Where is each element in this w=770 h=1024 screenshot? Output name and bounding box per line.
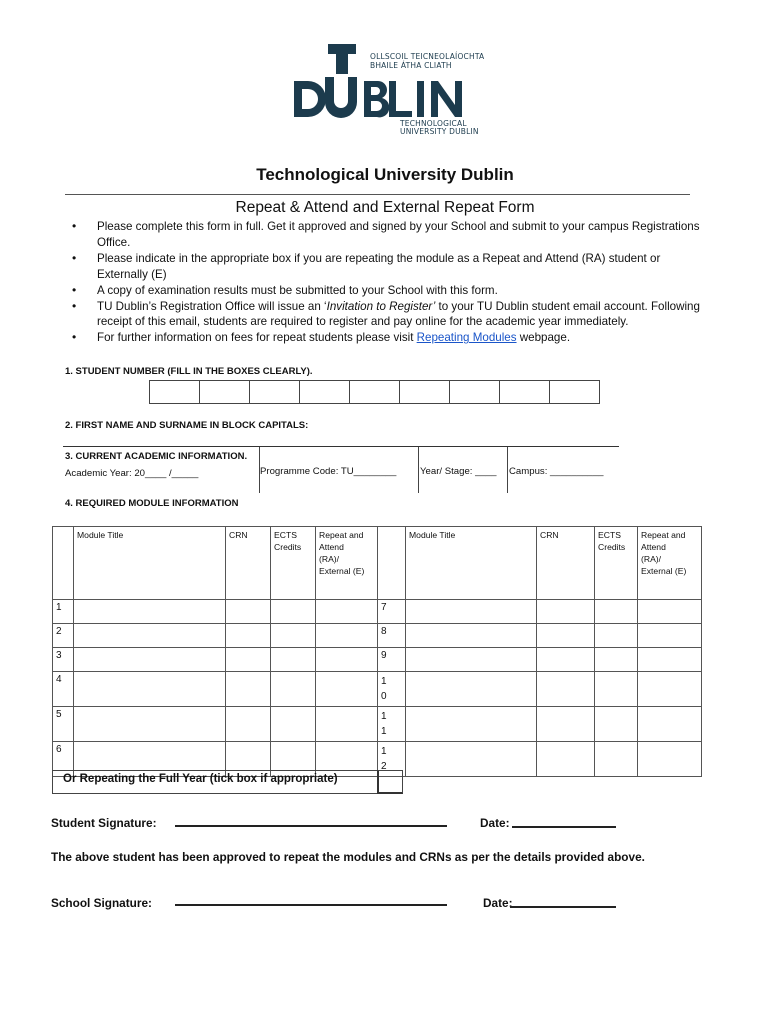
ra-cell[interactable] [638, 672, 702, 707]
ra-cell[interactable] [638, 600, 702, 624]
header-crn [226, 527, 271, 600]
student-number-digit-box[interactable] [449, 380, 500, 404]
row-number-text: 1 [381, 676, 387, 687]
module-title-cell[interactable] [74, 600, 226, 624]
student-number-digit-box[interactable] [249, 380, 300, 404]
date-line-2[interactable] [510, 906, 616, 908]
row-number-text: 1 [381, 711, 387, 722]
date-label-2: Date: [483, 896, 513, 910]
row-number-text: 9 [381, 650, 387, 661]
ra-cell[interactable] [316, 648, 378, 672]
header-number-cell [378, 527, 406, 600]
ra-cell[interactable] [638, 624, 702, 648]
instructions-list [70, 219, 700, 346]
ects-cell[interactable] [271, 624, 316, 648]
module-title-cell[interactable] [74, 672, 226, 707]
ects-cell[interactable] [595, 672, 638, 707]
row-number-text: 7 [381, 602, 387, 613]
ra-cell[interactable] [316, 624, 378, 648]
ects-cell[interactable] [271, 600, 316, 624]
approval-statement: The above student has been approved to repeat the modules and CRNs as per the details provided above. [51, 850, 645, 864]
form-subtitle: Repeat & Attend and External Repeat Form [235, 199, 535, 216]
header-text: Repeat and [641, 530, 686, 540]
crn-cell[interactable] [226, 600, 271, 624]
page-title: Technological University Dublin [256, 165, 514, 184]
ects-cell[interactable] [271, 648, 316, 672]
header-text: CRN [229, 530, 248, 540]
module-title-cell[interactable] [406, 672, 537, 707]
tu-dublin-logo [292, 44, 485, 140]
header-text: Credits [598, 542, 626, 552]
ects-cell[interactable] [595, 648, 638, 672]
section1-heading: 1. STUDENT NUMBER (FILL IN THE BOXES CLEARLY). [65, 366, 313, 377]
instruction-item: • For further information on fees for repeat students please visit Repeating Modules webpage. [70, 330, 700, 346]
header-number-cell [53, 527, 74, 600]
ra-cell[interactable] [638, 742, 702, 777]
row-number [378, 707, 406, 742]
full-year-checkbox[interactable] [377, 770, 403, 794]
logo-english-line2: UNIVERSITY DUBLIN [400, 127, 479, 136]
crn-cell[interactable] [226, 707, 271, 742]
table-row [53, 624, 702, 648]
module-title-cell[interactable] [74, 624, 226, 648]
repeating-modules-link[interactable]: Repeating Modules [416, 331, 517, 345]
ra-cell[interactable] [316, 672, 378, 707]
module-title-cell[interactable] [406, 648, 537, 672]
student-number-digit-box[interactable] [349, 380, 400, 404]
crn-cell[interactable] [537, 648, 595, 672]
header-crn [537, 527, 595, 600]
module-title-cell[interactable] [406, 742, 537, 777]
name-field-line[interactable] [63, 446, 619, 447]
section3-heading: 3. CURRENT ACADEMIC INFORMATION. [65, 451, 248, 462]
student-number-digit-box[interactable] [199, 380, 250, 404]
row-number-text: 1 [381, 746, 387, 757]
ra-cell[interactable] [316, 600, 378, 624]
header-text: Attend [641, 542, 666, 552]
header-text: ECTS [598, 530, 621, 540]
crn-cell[interactable] [537, 600, 595, 624]
row-number-text: 8 [381, 626, 387, 637]
instruction-item: • Please indicate in the appropriate box if you are repeating the module as a Repeat and Attend (RA) student or Externally (E) [70, 251, 700, 283]
student-number-digit-box[interactable] [399, 380, 450, 404]
crn-cell[interactable] [226, 672, 271, 707]
row-number [378, 672, 406, 707]
header-text: CRN [540, 530, 559, 540]
ra-cell[interactable] [316, 707, 378, 742]
crn-cell[interactable] [537, 742, 595, 777]
module-title-cell[interactable] [406, 707, 537, 742]
ects-cell[interactable] [271, 707, 316, 742]
date-line-1[interactable] [512, 826, 616, 828]
row-number [378, 600, 406, 624]
student-number-digit-box[interactable] [299, 380, 350, 404]
header-ects [271, 527, 316, 600]
student-number-digit-box[interactable] [549, 380, 600, 404]
row-number: 4 [53, 672, 74, 707]
crn-cell[interactable] [537, 624, 595, 648]
row-number-text: 2 [381, 761, 387, 772]
ra-cell[interactable] [638, 648, 702, 672]
student-number-boxes[interactable] [150, 380, 600, 402]
table-row [53, 672, 702, 707]
row-number-text: 0 [381, 691, 387, 702]
school-signature-label: School Signature: [51, 896, 152, 910]
crn-cell[interactable] [226, 624, 271, 648]
header-text: (RA)/ [641, 554, 662, 564]
module-title-cell[interactable] [406, 624, 537, 648]
header-repeat-attend [638, 527, 702, 600]
date-label-1: Date: [480, 816, 510, 830]
header-text: Credits [274, 542, 302, 552]
table-row [53, 648, 702, 672]
logo-english-line1: TECHNOLOGICAL [400, 119, 467, 128]
crn-cell[interactable] [537, 672, 595, 707]
section4-heading: 4. REQUIRED MODULE INFORMATION [65, 498, 239, 509]
header-text: Module Title [409, 530, 456, 540]
row-number [378, 648, 406, 672]
student-signature-line[interactable] [175, 825, 447, 827]
row-number: 3 [53, 648, 74, 672]
header-text: External (E) [641, 566, 687, 576]
row-number: 5 [53, 707, 74, 742]
row-number [378, 624, 406, 648]
header-text: (RA)/ [319, 554, 340, 564]
header-text: ECTS [274, 530, 297, 540]
programme-code-field[interactable]: Programme Code: TU________ [260, 466, 397, 477]
module-title-cell[interactable] [74, 648, 226, 672]
student-signature-label: Student Signature: [51, 816, 157, 830]
ects-cell[interactable] [595, 600, 638, 624]
module-title-cell[interactable] [406, 600, 537, 624]
academic-year-field[interactable]: Academic Year: 20____ /_____ [65, 468, 199, 479]
header-module-title [74, 527, 226, 600]
campus-field[interactable]: Campus: __________ [509, 466, 604, 477]
row-number: 2 [53, 624, 74, 648]
field-divider [418, 447, 419, 493]
module-table [52, 526, 702, 777]
crn-cell[interactable] [226, 648, 271, 672]
module-table-header [53, 527, 702, 600]
row-number: 1 [53, 600, 74, 624]
title-divider [65, 194, 690, 195]
ects-cell[interactable] [595, 742, 638, 777]
table-row [53, 600, 702, 624]
ects-cell[interactable] [595, 707, 638, 742]
student-number-digit-box[interactable] [149, 380, 200, 404]
crn-cell[interactable] [537, 707, 595, 742]
row-number-text: 1 [381, 726, 387, 737]
instruction-item: • A copy of examination results must be submitted to your School with this form. [70, 283, 700, 299]
instruction-item: • TU Dublin’s Registration Office will issue an ‘Invitation to Register’ to your TU Dublin student email account. Following receipt of this email, students are required to register and pay online for the academic year immediately. [70, 299, 700, 331]
field-divider [507, 447, 508, 493]
school-signature-line[interactable] [175, 904, 447, 906]
header-text: Module Title [77, 530, 124, 540]
table-row [53, 707, 702, 742]
logo-irish-line1: OLLSCOIL TEICNEOLAÍOCHTA [370, 52, 485, 61]
header-text: Attend [319, 542, 344, 552]
header-text: External (E) [319, 566, 365, 576]
section2-heading: 2. FIRST NAME AND SURNAME IN BLOCK CAPITALS: [65, 420, 309, 431]
logo-irish-line2: BHAILE ÁTHA CLIATH [370, 61, 452, 70]
header-repeat-attend [316, 527, 378, 600]
header-text: Repeat and [319, 530, 364, 540]
student-number-digit-box[interactable] [499, 380, 550, 404]
year-stage-field[interactable]: Year/ Stage: ____ [420, 466, 497, 477]
module-title-cell[interactable] [74, 707, 226, 742]
ra-cell[interactable] [638, 707, 702, 742]
row-number: 6 [53, 742, 74, 777]
full-year-label: Or Repeating the Full Year (tick box if appropriate) [52, 770, 403, 794]
ects-cell[interactable] [271, 672, 316, 707]
ects-cell[interactable] [595, 624, 638, 648]
header-module-title [406, 527, 537, 600]
header-ects [595, 527, 638, 600]
instruction-item: • Please complete this form in full. Get it approved and signed by your School and submit to your campus Registrations Office. [70, 219, 700, 251]
